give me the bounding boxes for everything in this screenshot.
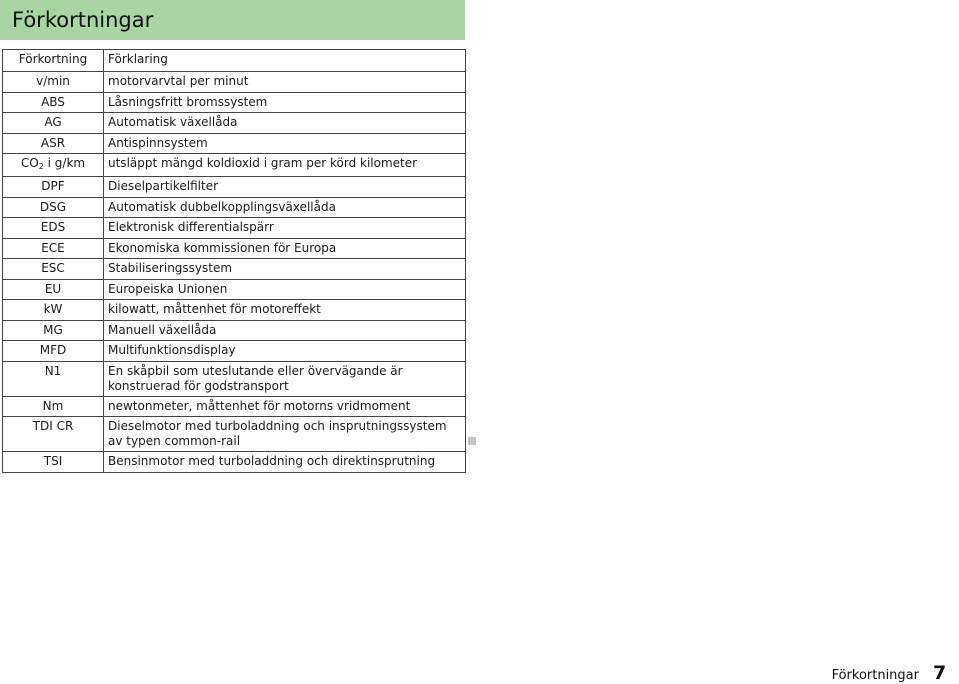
abbreviation-co2-suffix: i g/km bbox=[43, 156, 86, 170]
table-row bbox=[3, 279, 466, 300]
explanation-cell: Antispinnsystem bbox=[104, 133, 466, 154]
section-header bbox=[0, 0, 465, 40]
table-row bbox=[3, 259, 466, 280]
table-row bbox=[3, 177, 466, 198]
page-number: 7 bbox=[933, 662, 947, 684]
explanation-cell: Elektronisk differentialspärr bbox=[104, 218, 466, 239]
table-row bbox=[3, 133, 466, 154]
abbreviation-cell: ASR bbox=[3, 133, 104, 154]
explanation-cell: utsläppt mängd koldioxid i gram per körd kilometer bbox=[104, 154, 466, 177]
table-row bbox=[3, 238, 466, 259]
abbreviation-cell: MFD bbox=[3, 341, 104, 362]
abbreviation-cell: EU bbox=[3, 279, 104, 300]
explanation-cell: Dieselmotor med turboladdning och insprutningssystem av typen common-rail bbox=[104, 417, 466, 452]
abbreviation-cell: Nm bbox=[3, 396, 104, 417]
abbreviation-cell: MG bbox=[3, 320, 104, 341]
explanation-cell: newtonmeter, måttenhet för motorns vridmoment bbox=[104, 396, 466, 417]
explanation-cell: Låsningsfritt bromssystem bbox=[104, 92, 466, 113]
explanation-cell: kilowatt, måttenhet för motoreffekt bbox=[104, 300, 466, 321]
explanation-cell: Bensinmotor med turboladdning och direktinsprutning bbox=[104, 452, 466, 473]
abbreviation-cell: TDI CR bbox=[3, 417, 104, 452]
abbreviation-cell: ESC bbox=[3, 259, 104, 280]
explanation-cell: Dieselpartikelfilter bbox=[104, 177, 466, 198]
explanation-cell: En skåpbil som uteslutande eller övervägande är konstruerad för godstransport bbox=[104, 361, 466, 396]
end-of-section-square-icon bbox=[468, 437, 476, 445]
page-title: Förkortningar bbox=[12, 8, 154, 32]
column-header-abbreviation: Förkortning bbox=[3, 50, 104, 72]
abbreviation-cell bbox=[3, 154, 104, 177]
page-footer bbox=[832, 662, 959, 682]
explanation-cell: Multifunktionsdisplay bbox=[104, 341, 466, 362]
table-row bbox=[3, 300, 466, 321]
table-row bbox=[3, 218, 466, 239]
abbreviation-co2-prefix: CO bbox=[20, 156, 39, 170]
abbreviation-table bbox=[2, 49, 466, 473]
abbreviation-cell: DPF bbox=[3, 177, 104, 198]
table-row bbox=[3, 341, 466, 362]
abbreviation-cell: ECE bbox=[3, 238, 104, 259]
table-header-row bbox=[3, 50, 466, 72]
explanation-cell: motorvarvtal per minut bbox=[104, 72, 466, 93]
abbreviation-cell: AG bbox=[3, 113, 104, 134]
abbreviation-cell: TSI bbox=[3, 452, 104, 473]
table-row bbox=[3, 396, 466, 417]
table-row bbox=[3, 452, 466, 473]
explanation-cell: Automatisk dubbelkopplingsväxellåda bbox=[104, 197, 466, 218]
table-row bbox=[3, 417, 466, 452]
abbreviation-cell: EDS bbox=[3, 218, 104, 239]
table-row bbox=[3, 113, 466, 134]
table-row bbox=[3, 92, 466, 113]
explanation-cell: Europeiska Unionen bbox=[104, 279, 466, 300]
abbreviation-cell: v/min bbox=[3, 72, 104, 93]
column-header-explanation: Förklaring bbox=[104, 50, 466, 72]
explanation-cell: Automatisk växellåda bbox=[104, 113, 466, 134]
explanation-cell: Manuell växellåda bbox=[104, 320, 466, 341]
abbreviation-cell: N1 bbox=[3, 361, 104, 396]
abbreviation-cell: kW bbox=[3, 300, 104, 321]
abbreviation-cell: DSG bbox=[3, 197, 104, 218]
table-row bbox=[3, 361, 466, 396]
table-row bbox=[3, 320, 466, 341]
abbreviation-co2-subscript: 2 bbox=[38, 162, 44, 171]
explanation-cell: Stabiliseringssystem bbox=[104, 259, 466, 280]
table-row bbox=[3, 154, 466, 177]
table-row bbox=[3, 197, 466, 218]
explanation-cell: Ekonomiska kommissionen för Europa bbox=[104, 238, 466, 259]
abbreviation-cell: ABS bbox=[3, 92, 104, 113]
table-row bbox=[3, 72, 466, 93]
footer-section-title: Förkortningar bbox=[831, 668, 919, 683]
